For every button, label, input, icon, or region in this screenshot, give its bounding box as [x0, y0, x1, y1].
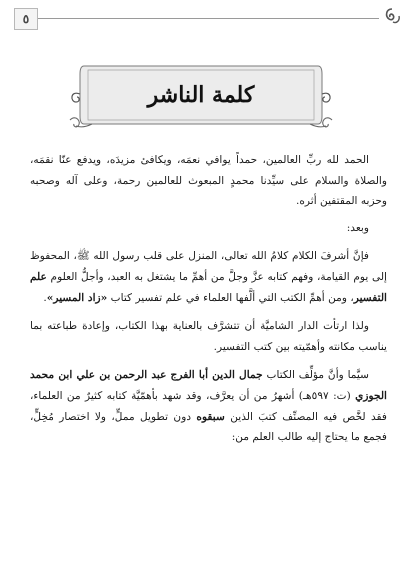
paragraph-opening-praise: الحمد لله ربِّ العالمين، حمداً يوافي نعمَه، ويكافئ مزيدَه، ويدفع عنّا نقمَه، والصلاة والسلام على سيِّدنا محمدٍ المبعوث للعالمين رحمة، وعلى آله وصحبه وحزبه المقتفين أثره.: [30, 154, 387, 208]
text-segment: ، ومن أهمِّ الكتب التي ألَّفها العلماء في علم تفسير كتاب: [107, 291, 354, 304]
text-segment: .: [43, 291, 47, 304]
title-frame: [68, 60, 334, 132]
page-number: [14, 8, 38, 30]
header-rule: [38, 18, 379, 19]
bold-text-tafsir: علم التفسير: [30, 270, 387, 304]
text-segment: دون تطويل مملٍّ، ولا اختصار مُخِلٍّ، فجمع ما يحتاج إليه طالب العلم من:: [30, 410, 387, 444]
bold-text-predecessors: سبقوه: [196, 410, 225, 423]
paragraph-importance-of-tafsir: [30, 246, 387, 308]
page-title: كلمة الناشر: [147, 82, 255, 108]
paragraph-publisher-intent: ولذا ارتأت الدار الشاميَّة أن تتشرَّف بالعناية بهذا الكتاب، وإعادة طباعته بما يناسب مكانته وأهمّيته بين كتب التفسير.: [30, 320, 387, 353]
bold-text-author-name: جمال الدين أبا الفرج عبد الرحمن بن علي ابن محمد الجوزي: [30, 369, 387, 402]
paragraph-transition: وبعد:: [346, 221, 369, 234]
text-segment: فإنَّ أشرفَ الكلام كلامُ الله تعالى، المنزل على قلب رسول الله ﷺ، المحفوظ إلى يوم القيامة، وفهم كتابه عزَّ وجلَّ من أهمِّ ما يشتغل به العبد، وأجلُّ العلوم: [30, 250, 387, 283]
page-number-text: ٥: [22, 12, 30, 26]
text-segment: سيَّما وأنَّ مؤلِّف الكتاب: [262, 369, 370, 382]
publisher-note-body: [30, 150, 387, 456]
corner-ornament-icon: [381, 6, 403, 28]
bold-text-book-title: «زاد المسير»: [46, 291, 108, 304]
paragraph-author-info: [30, 365, 387, 447]
text-segment: (ت: ٥٩٧هـ) أشهرُ من أن يعرَّف، وقد شهد بأهمّيَّة كتابه كثيرٌ من العلماء، فقد لخَّص فيه المصنِّف كتبَ الذين: [30, 389, 387, 423]
